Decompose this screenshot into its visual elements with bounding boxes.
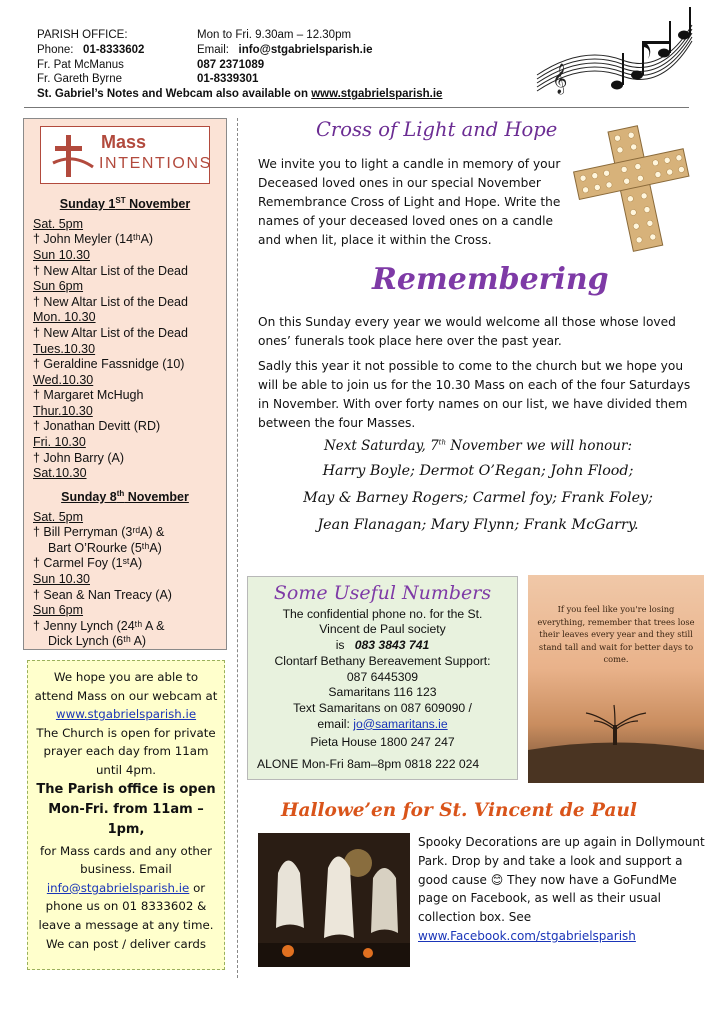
useful-numbers-panel xyxy=(247,576,518,780)
logo-subtitle: INTENTIONS xyxy=(99,155,212,172)
webcam-notice: St. Gabriel’s Notes and Webcam also available on www.stgabrielsparish.ie xyxy=(37,88,443,101)
samaritans-number: Samaritans 116 123 xyxy=(328,685,437,700)
mass-intention: † Bill Perryman (3ʳᵈA) & xyxy=(33,525,165,540)
office-hours: Mon to Fri. 9.30am – 12.30pm xyxy=(197,29,352,41)
remembering-title: Remembering xyxy=(372,262,609,297)
priest-name-2: Fr. Gareth Byrne xyxy=(37,73,123,86)
sunday-8-intentions xyxy=(33,510,217,650)
mass-intention: † Jonathan Devitt (RD) xyxy=(33,419,161,434)
names-line-1: Harry Boyle; Dermot O’Regan; John Flood; xyxy=(322,463,634,479)
church-open-text: The Church is open for private prayer each day from 11am until 4pm. xyxy=(36,725,216,777)
priest-phone-2: 01-8339301 xyxy=(197,73,259,86)
mass-intention: † Jenny Lynch (24ᵗʰ A & xyxy=(33,618,165,633)
mass-intention: † Margaret McHugh xyxy=(33,388,144,403)
priest-row-1 xyxy=(37,58,567,73)
cross-of-light-title: Cross of Light and Hope xyxy=(316,118,558,141)
phone-label: Phone: xyxy=(37,43,74,56)
mass-time: Sun 6pm xyxy=(33,603,84,618)
names-line-2: May & Barney Rogers; Carmel foy; Frank Foley; xyxy=(303,490,653,506)
header-divider xyxy=(24,107,689,108)
mass-intention: † John Meyler (14ᵗʰA) xyxy=(33,232,154,247)
remembering-paragraph-2: Sadly this year it not possible to come to the church but we hope you will be able to join us for the 10.30 Mass on each of the four Saturdays in November. With over forty names on our list, we have divided them between the four Masses. xyxy=(258,359,691,430)
mass-intentions-panel xyxy=(23,118,227,650)
candle-cross-image xyxy=(568,120,698,255)
office-hours-row xyxy=(37,28,567,43)
parish-header xyxy=(37,28,567,102)
mass-time: Sun 10.30 xyxy=(33,571,90,586)
parish-phone: 01-8333602 xyxy=(83,43,145,56)
mass-intention: † Sean & Nan Treacy (A) xyxy=(33,587,172,602)
mass-time: Wed.10.30 xyxy=(33,372,94,387)
cross-of-light-text: We invite you to light a candle in memory of your Deceased loved ones in our special November Remembrance Cross of Light and Hope. Write the names of your deceased loved ones on a candle and when lit, place it within the Cross. xyxy=(258,157,561,247)
office-hours-notice: The Parish office is open Mon-Fri. from 11am – 1pm, xyxy=(36,781,216,837)
mass-time: Sat.10.30 xyxy=(33,466,87,481)
mass-intention: Bart O’Rourke (5ᵗʰA) xyxy=(48,540,162,555)
samaritans-email-row: email: jo@samaritans.ie xyxy=(317,716,448,731)
mass-time: Sat. 5pm xyxy=(33,216,84,231)
mass-intention: † New Altar List of the Dead xyxy=(33,325,188,340)
office-label: PARISH OFFICE: xyxy=(37,29,128,41)
priest-name-1: Fr. Pat McManus xyxy=(37,58,124,71)
mass-intention: † New Altar List of the Dead xyxy=(33,294,188,309)
mass-intention: † Geraldine Fassnidge (10) xyxy=(33,357,185,372)
halloween-decorations-photo xyxy=(258,833,410,967)
mass-time: Sat. 5pm xyxy=(33,509,84,524)
tree-quote-text: If you feel like you're losing everything, remember that trees lose their leaves every year and they still stand tall and wait for better days to come. xyxy=(537,604,695,665)
remembering-paragraph-1: On this Sunday every year we would welcome all those whose loved ones’ funerals took place here over the past year. xyxy=(258,315,676,348)
mass-time: Mon. 10.30 xyxy=(33,310,96,325)
music-notes-image xyxy=(532,5,697,100)
webcam-office-notice xyxy=(27,660,225,970)
mass-time: Tues.10.30 xyxy=(33,341,96,356)
column-divider xyxy=(237,118,238,978)
mass-intention: † John Barry (A) xyxy=(33,450,125,465)
pieta-house: Pieta House 1800 247 247 xyxy=(310,735,455,750)
website-link[interactable]: www.stgabrielsparish.ie xyxy=(311,88,443,101)
office-email-link[interactable]: info@stgabrielsparish.ie xyxy=(46,880,190,895)
names-line-3: Jean Flanagan; Mary Flynn; Frank McGarry. xyxy=(317,517,639,533)
sunday-8-heading: Sunday 8th November xyxy=(61,488,189,504)
parish-email[interactable]: info@stgabrielsparish.ie xyxy=(238,43,373,56)
smile-emoji-icon: 😊 xyxy=(490,872,504,887)
email-label: Email: xyxy=(197,43,229,56)
alone-number: ALONE Mon-Fri 8am–8pm 0818 222 024 xyxy=(257,757,480,772)
facebook-link[interactable]: www.Facebook.com/stgabrielsparish xyxy=(418,928,636,943)
halloween-title: Hallowe’en for St. Vincent de Paul xyxy=(281,800,637,821)
contact-text: for Mass cards and any other business. Email info@stgabrielsparish.ie or phone us on 01 8333602 & leave a message at any time. We can post / deliver cards xyxy=(38,843,214,951)
useful-numbers-title: Some Useful Numbers xyxy=(273,582,492,604)
bethany-number: 087 6445309 xyxy=(346,669,419,684)
webcam-text: We hope you are able to attend Mass on our webcam at www.stgabrielsparish.ie xyxy=(34,670,218,722)
tree-quote-image xyxy=(528,575,704,783)
cross-icon xyxy=(45,127,101,183)
mass-time: Sun 6pm xyxy=(33,279,84,294)
priest-phone-1: 087 2371089 xyxy=(197,58,265,71)
priest-row-2 xyxy=(37,72,567,87)
mass-intentions-logo xyxy=(40,126,210,184)
samaritans-email[interactable]: jo@samaritans.ie xyxy=(353,716,448,731)
webcam-link[interactable]: www.stgabrielsparish.ie xyxy=(55,707,197,722)
svp-text: The confidential phone no. for the St. Vincent de Paul society xyxy=(282,606,483,637)
svp-number: is 083 3843 741 xyxy=(335,638,430,653)
next-saturday-heading: Next Saturday, 7th November we will honour: xyxy=(323,438,633,454)
phone-email-row xyxy=(37,43,567,58)
ghost-decoration-icon xyxy=(258,833,410,967)
mass-time: Thur.10.30 xyxy=(33,403,93,418)
mass-intention: Dick Lynch (6ᵗʰ A) xyxy=(48,634,147,649)
mass-time: Fri. 10.30 xyxy=(33,435,86,450)
bethany-label: Clontarf Bethany Bereavement Support: xyxy=(274,653,491,668)
text-samaritans: Text Samaritans on 087 609090 / xyxy=(293,700,472,715)
tree-icon xyxy=(528,575,704,783)
sunday-1-heading: Sunday 1ST November xyxy=(59,196,191,212)
mass-time: Sun 10.30 xyxy=(33,247,90,262)
halloween-text: Spooky Decorations are up again in Dollymount Park. Drop by and take a look and support a good cause 😊 They now have a GoFundMe page on Facebook, as well as their usual collection box. See www.Facebook.com/stgabrielsparish xyxy=(418,835,705,943)
logo-title: Mass xyxy=(101,132,147,152)
mass-intention: † Carmel Foy (1ˢᵗA) xyxy=(33,556,143,571)
sunday-1-intentions xyxy=(33,217,217,482)
svg-text:𝄞: 𝄞 xyxy=(552,64,568,94)
mass-intention: † New Altar List of the Dead xyxy=(33,263,188,278)
